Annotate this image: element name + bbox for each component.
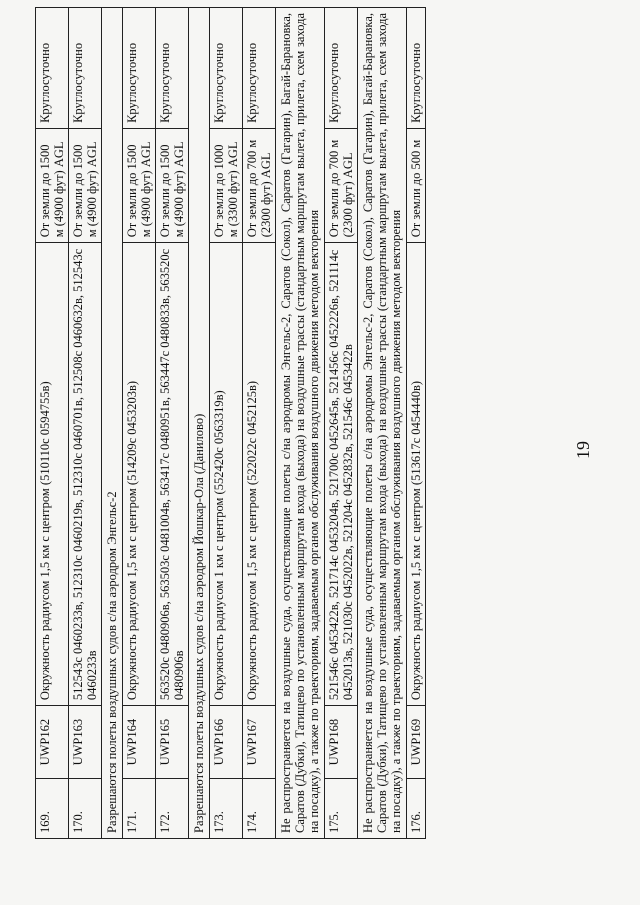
area-boundary: 563520с 0480906в, 563503с 0481004в, 563417с 0480951в, 563447с 0480833в, 563520с 0480906в — [156, 243, 189, 706]
note-row — [189, 8, 210, 839]
row-number: 175. — [325, 779, 358, 839]
area-identifier: UWP167 — [243, 706, 276, 779]
note-row — [276, 8, 325, 839]
vertical-limits: От земли до 1500 м (4900 фут) AGL — [123, 128, 156, 242]
row-number: 170. — [69, 779, 102, 839]
row-number: 169. — [36, 779, 69, 839]
page-number: 19 — [573, 441, 593, 459]
note-text: Не распространяется на воздушные суда, осуществляющие полеты с/на аэродромы Энгельс-2, Саратов (Сокол), Саратов (Гагарин), Багай-Барановка, Саратов (Дубки), Татищево по установленным маршрутам входа (выхода) на воздушные трассы (стандартным маршрутам вылета, прилета, схем захода на посадку), а также по траекториям, задаваемым органом обслуживания воздушного движения методом векторения — [276, 8, 325, 839]
restricted-areas-table — [35, 7, 426, 839]
vertical-limits: От земли до 1500 м (4900 фут) AGL — [156, 128, 189, 242]
table-row — [156, 8, 189, 839]
vertical-limits: От земли до 1500 м (4900 фут) AGL — [36, 128, 69, 242]
vertical-limits: От земли до 500 м — [407, 128, 426, 242]
table-row — [210, 8, 243, 839]
row-number: 173. — [210, 779, 243, 839]
note-text: Не распространяется на воздушные суда, осуществляющие полеты с/на аэродромы Энгельс-2, Саратов (Сокол), Саратов (Гагарин), Багай-Барановка, Саратов (Дубки), Татищево по установленным маршрутам входа (выхода) на воздушные трассы (стандартным маршрутам вылета, прилета, схем захода на посадку), а также по траекториям, задаваемым органом обслуживания воздушного движения методом векторения — [358, 8, 407, 839]
vertical-limits: От земли до 1000 м (3300 фут) AGL — [210, 128, 243, 242]
operating-time: Круглосуточно — [210, 8, 243, 129]
area-boundary: 512543с 0460233в, 512310с 0460219в, 512310с 0460701в, 512508с 0460632в, 512543с 0460233в — [69, 243, 102, 706]
area-boundary: Окружность радиусом 1,5 км с центром (522022с 0452125в) — [243, 243, 276, 706]
table-row — [407, 8, 426, 839]
area-identifier: UWP166 — [210, 706, 243, 779]
row-number: 171. — [123, 779, 156, 839]
operating-time: Круглосуточно — [123, 8, 156, 129]
area-boundary: Окружность радиусом 1,5 км с центром (514209с 0453203в) — [123, 243, 156, 706]
area-boundary: Окружность радиусом 1 км с центром (552420с 0563319в) — [210, 243, 243, 706]
table-body — [36, 8, 426, 839]
area-identifier: UWP169 — [407, 706, 426, 779]
table-row — [36, 8, 69, 839]
table-row — [69, 8, 102, 839]
row-number: 172. — [156, 779, 189, 839]
operating-time: Круглосуточно — [243, 8, 276, 129]
vertical-limits: От земли до 700 м (2300 фут) AGL — [325, 128, 358, 242]
row-number: 174. — [243, 779, 276, 839]
operating-time: Круглосуточно — [69, 8, 102, 129]
vertical-limits: От земли до 700 м (2300 фут) AGL — [243, 128, 276, 242]
operating-time: Круглосуточно — [325, 8, 358, 129]
table-row — [325, 8, 358, 839]
area-identifier: UWP168 — [325, 706, 358, 779]
area-identifier: UWP164 — [123, 706, 156, 779]
area-boundary: Окружность радиусом 1,5 км с центром (513617с 0454440в) — [407, 243, 426, 706]
row-number: 176. — [407, 779, 426, 839]
operating-time: Круглосуточно — [36, 8, 69, 129]
vertical-limits: От земли до 1500 м (4900 фут) AGL — [69, 128, 102, 242]
area-boundary: Окружность радиусом 1,5 км с центром (510110с 0594755в) — [36, 243, 69, 706]
operating-time: Круглосуточно — [156, 8, 189, 129]
table-row — [243, 8, 276, 839]
area-boundary: 521546с 0453422в, 521714с 0453204в, 521700с 0452645в, 521456с 0452226в, 521114с 0452013в, 521030с 0452022в, 521204с 0452832в, 521546с 0453422в — [325, 243, 358, 706]
table-row — [123, 8, 156, 839]
area-identifier: UWP163 — [69, 706, 102, 779]
note-text: Разрешаются полеты воздушных судов с/на аэродром Энгельс-2 — [102, 8, 123, 839]
operating-time: Круглосуточно — [407, 8, 426, 129]
area-identifier: UWP165 — [156, 706, 189, 779]
area-identifier: UWP162 — [36, 706, 69, 779]
note-row — [102, 8, 123, 839]
note-row — [358, 8, 407, 839]
note-text: Разрешаются полеты воздушных судов с/на аэродром Йошкар-Ола (Данилово) — [189, 8, 210, 839]
